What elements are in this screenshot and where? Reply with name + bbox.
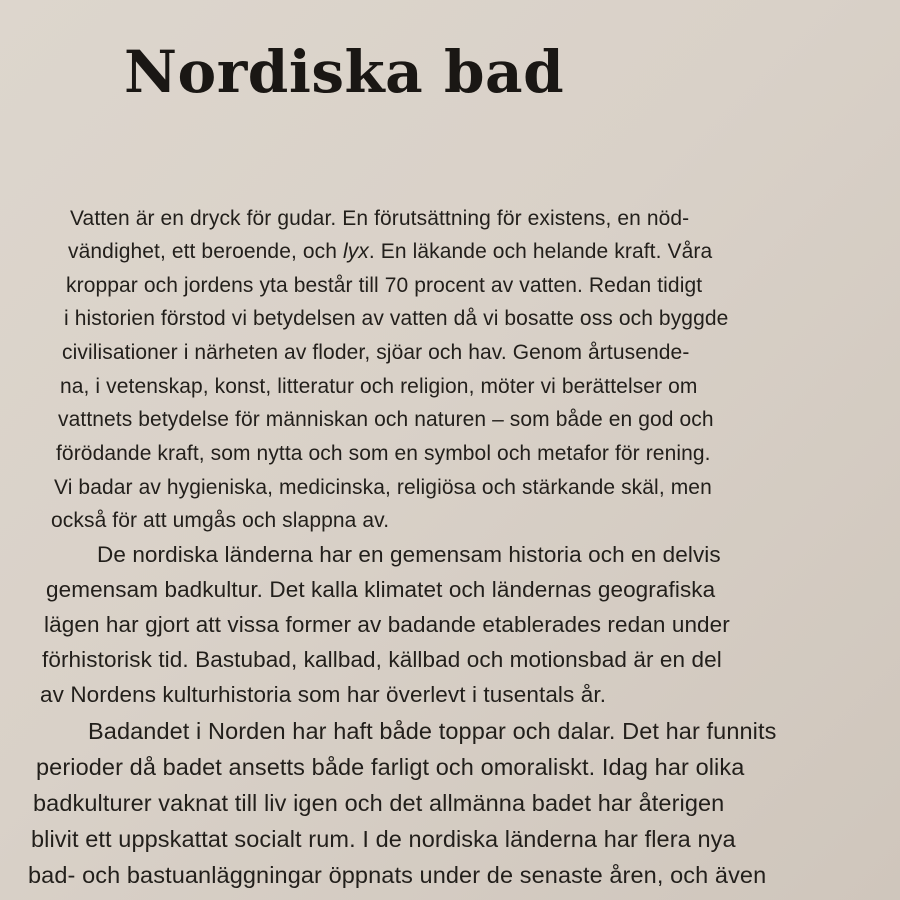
text-line: Vatten är en dryck för gudar. En förutsättning för existens, en nöd- — [70, 207, 690, 230]
italic-word: lyx — [342, 240, 369, 263]
chapter-title: Nordiska bad — [124, 38, 565, 106]
text-line: av Nordens kulturhistoria som har överlevt i tusentals år. — [40, 682, 607, 707]
text-line: De nordiska länderna har en gemensam historia och en delvis — [97, 542, 721, 567]
text-line: Vi badar av hygieniska, medicinska, religiösa och stärkande skäl, men — [54, 476, 712, 499]
text-line: Badandet i Norden har haft både toppar och dalar. Det har funnits — [88, 718, 777, 744]
text-line: bad- och bastuanläggningar öppnats under de senaste åren, och även — [28, 862, 767, 888]
text-line: förhistorisk tid. Bastubad, kallbad, källbad och motionsbad är en del — [42, 647, 722, 672]
text-line: vattnets betydelse för människan och naturen – som både en god och — [58, 408, 714, 431]
text-line — [68, 239, 712, 265]
text-line: förödande kraft, som nytta och som en symbol och metafor för rening. — [56, 442, 711, 465]
text-span: vändighet, ett beroende, och — [68, 240, 343, 263]
text-line: na, i vetenskap, konst, litteratur och religion, möter vi berättelser om — [60, 375, 698, 398]
text-line: perioder då badet ansetts både farligt och omoraliskt. Idag har olika — [36, 754, 745, 780]
text-line: badkulturer vaknat till liv igen och det allmänna badet har återigen — [33, 790, 725, 816]
text-line: civilisationer i närheten av floder, sjöar och hav. Genom årtusende- — [62, 341, 690, 364]
text-line: lägen har gjort att vissa former av badande etablerades redan under — [44, 612, 730, 637]
text-span: . En läkande och helande kraft. Våra — [368, 240, 713, 263]
text-line: i historien förstod vi betydelsen av vatten då vi bosatte oss och byggde — [64, 307, 729, 330]
text-line: gemensam badkultur. Det kalla klimatet och ländernas geografiska — [46, 577, 716, 602]
text-line: kroppar och jordens yta består till 70 procent av vatten. Redan tidigt — [66, 274, 703, 297]
text-line: blivit ett uppskattat socialt rum. I de nordiska länderna har flera nya — [31, 826, 736, 852]
text-line: också för att umgås och slappna av. — [51, 509, 390, 532]
